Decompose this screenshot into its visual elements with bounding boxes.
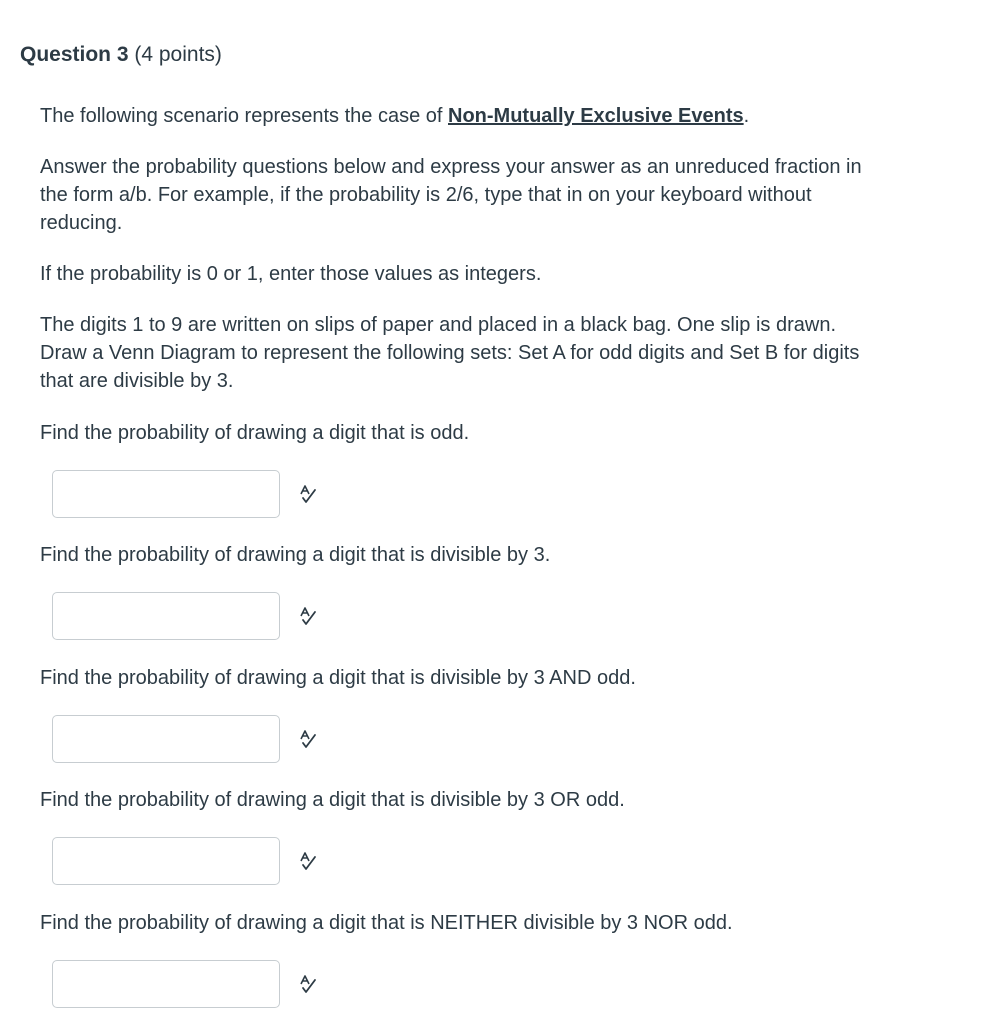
answer-input-divisible-by-3-or-odd[interactable] — [52, 837, 280, 885]
intro-paragraph — [40, 102, 875, 130]
answer-row — [52, 836, 319, 886]
spell-check-icon[interactable] — [297, 973, 319, 995]
answer-input-divisible-by-3[interactable] — [52, 592, 280, 640]
question-body — [40, 102, 875, 418]
sub-question-prompt: Find the probability of drawing a digit that is divisible by 3. — [40, 544, 551, 566]
spell-check-icon[interactable] — [297, 850, 319, 872]
scenario-paragraph: The digits 1 to 9 are written on slips of paper and placed in a black bag. One slip is drawn. Draw a Venn Diagram to represent the following sets: Set A for odd digits and Set B for digits that are divisible by 3. — [40, 314, 860, 392]
instructions-paragraph: Answer the probability questions below and express your answer as an unreduced fraction in the form a/b. For example, if the probability is 2/6, type that in on your keyboard without reducing. — [40, 156, 862, 234]
question-points: (4 points) — [134, 43, 222, 66]
sub-question-prompt: Find the probability of drawing a digit that is divisible by 3 AND odd. — [40, 667, 636, 689]
spell-check-icon[interactable] — [297, 605, 319, 627]
intro-period: . — [743, 105, 750, 127]
answer-input-odd[interactable] — [52, 470, 280, 518]
spell-check-icon[interactable] — [297, 483, 319, 505]
question-title: Question 3 — [20, 43, 129, 66]
question-header — [20, 40, 222, 70]
sub-question-prompt: Find the probability of drawing a digit that is odd. — [40, 422, 470, 444]
answer-row — [52, 959, 319, 1009]
non-mutually-exclusive-events-link[interactable]: Non-Mutually Exclusive Events — [448, 105, 744, 127]
integers-note-paragraph: If the probability is 0 or 1, enter those values as integers. — [40, 263, 542, 285]
spell-check-icon[interactable] — [297, 728, 319, 750]
intro-text: The following scenario represents the case of — [40, 105, 448, 127]
sub-question-prompt: Find the probability of drawing a digit that is NEITHER divisible by 3 NOR odd. — [40, 912, 733, 934]
answer-row — [52, 591, 319, 641]
sub-question-prompt: Find the probability of drawing a digit that is divisible by 3 OR odd. — [40, 789, 625, 811]
answer-row — [52, 469, 319, 519]
answer-input-neither[interactable] — [52, 960, 280, 1008]
answer-row — [52, 714, 319, 764]
answer-input-divisible-by-3-and-odd[interactable] — [52, 715, 280, 763]
